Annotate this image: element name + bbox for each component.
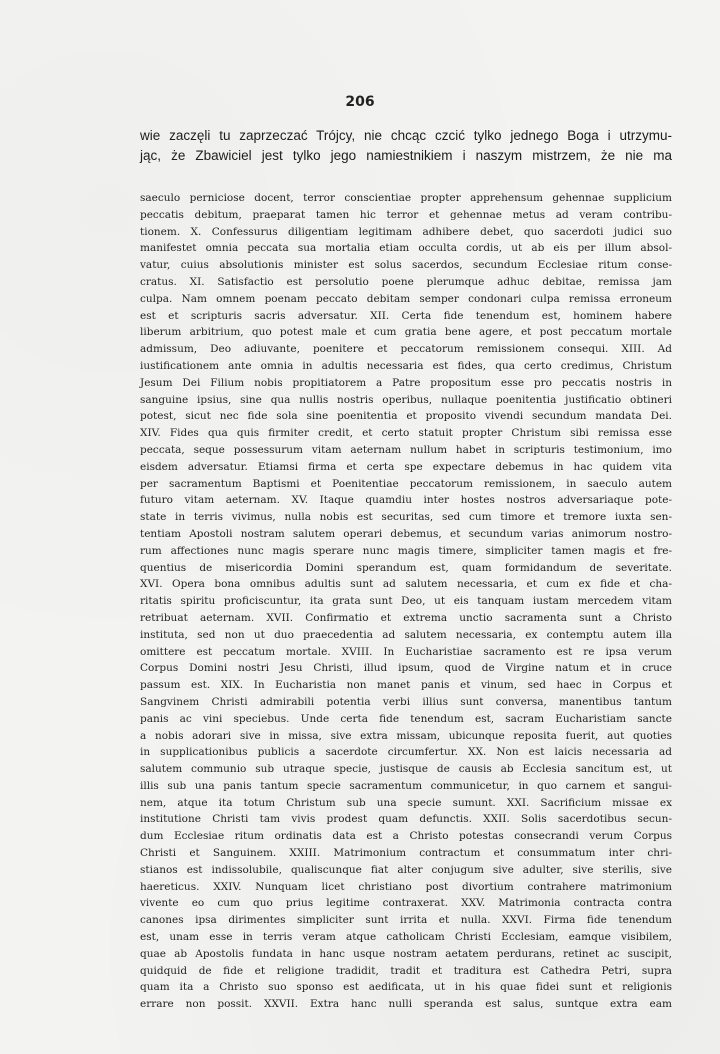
latin-line: Sangvinem Christi admirabili potentia verbi illius sunt conversa, manentibus tantum (140, 695, 672, 708)
latin-line: in supplicationibus publicis a sacerdote circumfertur. XX. Non est laicis necessaria ad (140, 746, 672, 759)
latin-line: Corpus Domini nostri Jesu Christi, illud ipsum, quod de Virgine natum et in cruce (140, 662, 672, 675)
latin-line: canones ipsa dirimentes simpliciter sunt irrita et nulla. XXVI. Firma fide tenendum (140, 914, 672, 927)
latin-line: quentius de misericordia Domini sperandum est, quam formidandum de severitate. (140, 561, 672, 574)
latin-line: cratus. XI. Satisfactio est persolutio poene plerumque adhuc debitae, remissa jam (140, 275, 672, 288)
latin-line: a nobis adorari sive in missa, sive extra missam, ubicunque reposita fuerit, aut quoties (140, 729, 672, 742)
latin-line: est et scripturis sacris adversatur. XII. Certa fide tenendum est, hominem habere (140, 309, 672, 322)
latin-line: stianos est indissolubile, qualiscunque fiat alter conjugum sive adulter, sive sterilis, sive (140, 863, 672, 876)
latin-line: errare non possit. XXVII. Extra hanc nulli speranda est salus, suntque extra eam (140, 998, 672, 1011)
latin-line: saeculo perniciose docent, terror conscientiae propter apprehensum gehennae supplicium (140, 192, 672, 204)
latin-line: tionem. X. Confessurus diligentiam legitimam adhibere debet, quo sacerdoti judici suo (140, 225, 672, 238)
latin-line: admissum, Deo adiuvante, poenitere et peccatorum remissionem consequi. XIII. Ad (140, 343, 672, 356)
latin-line: institutione Christi tam vivis prodest quam defunctis. XXII. Solis sacerdotibus secun- (140, 813, 672, 826)
latin-line: quae ab Apostolis fundata in hanc usque nostram aetatem perdurans, retinet ac suscipit, (140, 947, 672, 960)
latin-line: illis sub una panis tantum specie sacramentum communicetur, in quo carnem et sangui- (140, 779, 672, 792)
latin-line: Christi et Sanguinem. XXIII. Matrimonium contractum et consummatum inter chri- (140, 847, 672, 860)
latin-line: rum affectiones nunc magis sperare nunc magis timere, simpliciter tamen magis et fre- (140, 544, 672, 557)
latin-line: quidquid de fide et religione tradidit, tradit et traditura est Cathedra Petri, supra (140, 964, 672, 977)
polish-paragraph (140, 126, 672, 166)
latin-line: tentiam Apostoli nostram salutem operari debemus, et secundum varias animorum nostro- (140, 527, 672, 540)
latin-line: iustificationem ante omnia in adultis necessaria est fides, qua certo credimus, Christum (140, 359, 672, 372)
latin-line: eisdem adversatur. Etiamsi firma et certa spe expectare debemus in hac quidem vita (140, 460, 672, 473)
latin-line: XVI. Opera bona omnibus adultis sunt ad salutem necessaria, et cum ex fide et cha- (140, 578, 672, 591)
latin-line: vivente eo cum quo prius legitime contraxerat. XXV. Matrimonia contracta contra (140, 897, 672, 910)
latin-line: potest, sicut nec fide sola sine poenitentia et proposito vivendi secundum mandata Dei. (140, 410, 672, 423)
latin-line: XIV. Fides qua quis firmiter credit, et certo statuit propter Christum sibi remissa esse (140, 427, 672, 440)
latin-line: haereticus. XXIV. Nunquam licet christiano post divortium contrahere matrimonium (140, 880, 672, 893)
latin-line: instituta, sed non ut duo praecedentia ad salutem necessaria, ex contemptu autem illa (140, 628, 672, 641)
page-number: 206 (345, 94, 375, 110)
latin-line: peccata, seque possessurum vitam aeternam nullum habet in scripturis testimonium, imo (140, 443, 672, 456)
latin-line: per sacramentum Baptismi et Poenitentiae peccatorum remissionem, in saeculo autem (140, 477, 672, 490)
latin-line: culpa. Nam omnem poenam peccato debitam semper condonari culpa remissa erroneum (140, 292, 672, 305)
latin-line: dum Ecclesiae ritum ordinatis data est a Christo potestas consecrandi verum Corpus (140, 830, 672, 843)
latin-body (140, 190, 672, 1013)
latin-line: vatur, cuius absolutionis minister est solus sacerdos, secundum Ecclesiae ritum conse- (140, 259, 672, 272)
polish-line: jąc, że Zbawiciel jest tylko jego namiestnikiem i naszym mistrzem, że nie ma (140, 148, 672, 163)
latin-line: ritatis spiritu proficiscuntur, ita grata sunt Deo, ut eis tanquam iustam mercedem vitam (140, 595, 672, 608)
latin-line: salutem communio sub utraque specie, justisque de causis ab Ecclesia sancitum est, ut (140, 763, 672, 776)
latin-line: liberum arbitrium, quo potest male et cum gratia bene agere, et post peccatum mortale (140, 326, 672, 339)
latin-line: Jesum Dei Filium nobis propitiatorem a Patre propositum esse pro peccatis nostris in (140, 376, 672, 389)
latin-line: passum est. XIX. In Eucharistia non manet panis et vinum, sed haec in Corpus et (140, 679, 672, 692)
latin-line: state in terris vivimus, nulla nobis est securitas, sed cum timore et tremore iuxta sen- (140, 511, 672, 524)
latin-line: omittere est peccatum mortale. XVIII. In Eucharistiae sacramento est re ipsa verum (140, 645, 672, 658)
latin-line: retribuat aeternam. XVII. Confirmatio et extrema unctio sacramenta sunt a Christo (140, 611, 672, 624)
latin-line: peccatis debitum, praeparat tamen hic terror et gehennae metus ad veram contribu- (140, 208, 672, 221)
latin-line: manifestet omnia peccata sua mortalia etiam occulta cordis, ut ab eis per illum absol- (140, 242, 672, 255)
latin-line: futuro vitam aeternam. XV. Itaque quamdiu inter hostes nostros adversariaque pote- (140, 494, 672, 507)
latin-line: sanguine ipsius, sine qua nullis nostris operibus, nullaque poenitentia justificatio obtineri (140, 393, 672, 406)
latin-line: nem, atque ita totum Christum sub una specie sumunt. XXI. Sacrificium missae ex (140, 796, 672, 809)
latin-line: est, unam esse in terris veram atque catholicam Christi Ecclesiam, eamque visibilem, (140, 931, 672, 944)
latin-line: quam ita a Christo suo sponso est aedificata, ut in his quae fidei sunt et religionis (140, 981, 672, 994)
latin-line: panis ac vini speciebus. Unde certa fide tenendum est, sacram Eucharistiam sancte (140, 712, 672, 725)
polish-line: wie zaczęli tu zaprzeczać Trójcy, nie chcąc czcić tylko jednego Boga i utrzymu- (140, 128, 672, 143)
